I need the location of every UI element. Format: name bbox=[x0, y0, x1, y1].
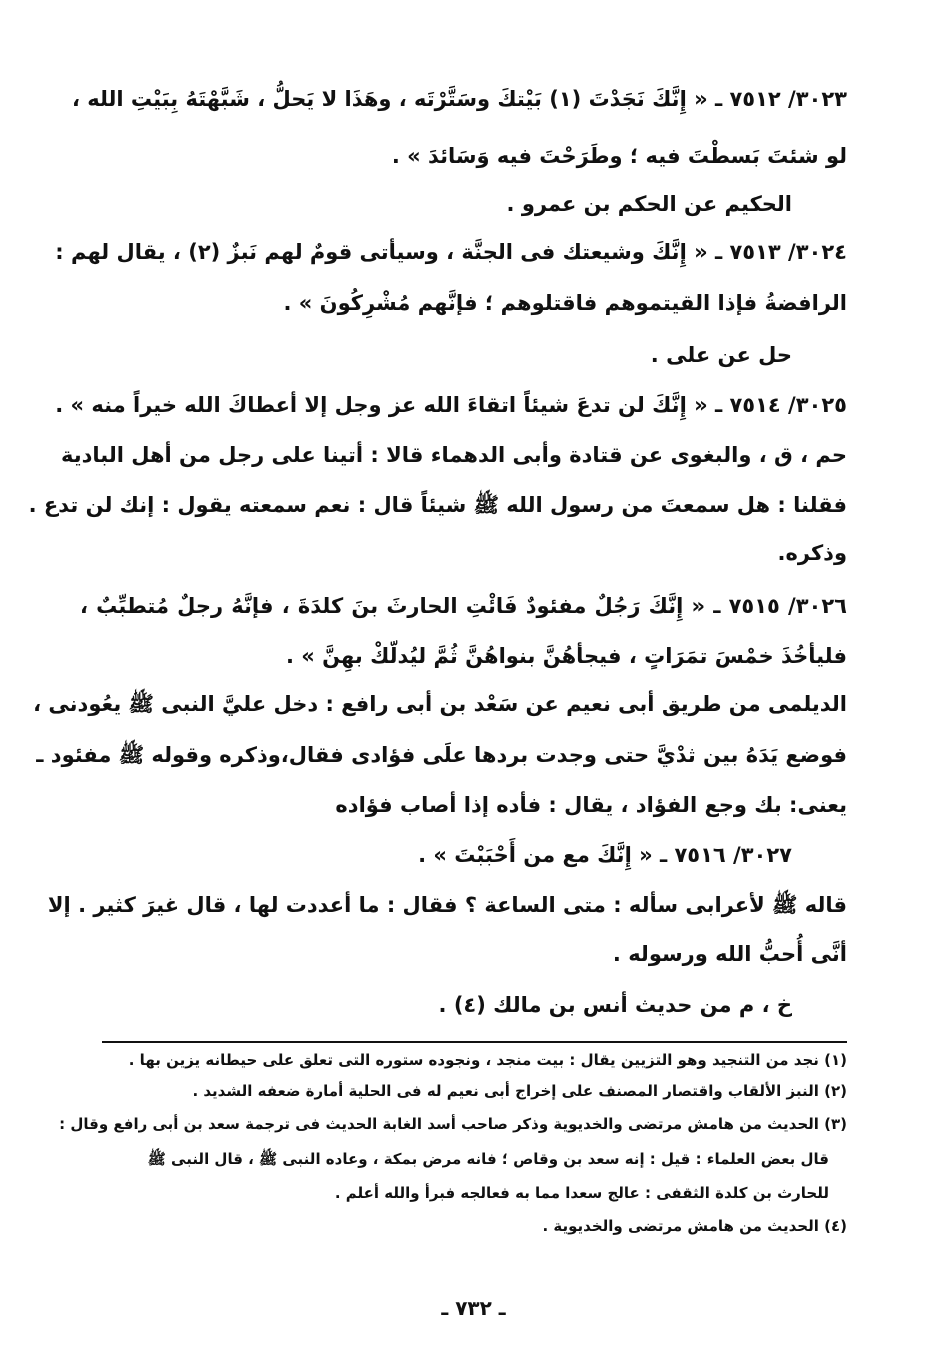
hadith-3024-source: حل عن على . bbox=[650, 343, 792, 367]
hadith-3027-line-1: ٣٠٢٧/ ٧٥١٦ ـ « إِنَّكَ مع من أَحْبَبْتَ » . bbox=[418, 843, 792, 867]
hadith-3023-line-1: ٣٠٢٣/ ٧٥١٢ ـ « إِنَّكَ نَجَدْتَ (١) بَيْتكَ وسَتَّرْتَه ، وهَذَا لا يَحلُّ ، شَبَّهْتَهُ بِبَيْتِ الله ، bbox=[71, 87, 847, 111]
footnote-divider bbox=[102, 1041, 847, 1043]
hadith-3026-source-3: يعنى: بك وجع الفؤاد ، يقال : فأده إذا أصاب فؤاده bbox=[335, 793, 847, 817]
hadith-3025-source-3: وذكره. bbox=[777, 541, 847, 565]
page-number: ـ ٧٣٢ ـ bbox=[441, 1296, 506, 1320]
hadith-3027-source-1: قاله ﷺ لأعرابى سأله : متى الساعة ؟ فقال : ما أعددت لها ، قال غيرَ كثير . إلا bbox=[47, 893, 847, 917]
hadith-3026-line-2: فليأخُذَ خمْسَ تمَرَاتٍ ، فيجأهُنَّ بنواهُنَّ ثُمَّ ليُدلّكْ بهِنَّ » . bbox=[285, 644, 847, 668]
footnote-2: (٢) النبز الألقاب واقتصار المصنف على إخراج أبى نعيم له فى الحلية أمارة ضعفه الشديد . bbox=[192, 1082, 847, 1100]
hadith-3023-source: الحكيم عن الحكم بن عمرو . bbox=[506, 192, 792, 216]
hadith-3027-source-2: أنَّى أُحبُّ الله ورسوله . bbox=[612, 942, 847, 966]
hadith-3026-line-1: ٣٠٢٦/ ٧٥١٥ ـ « إِنَّكَ رَجُلٌ مفئودٌ فَائْتِ الحارثَ بنَ كلدَةَ ، فإنَّهُ رجلٌ مُتطبِّبٌ ، bbox=[80, 594, 848, 618]
hadith-3025-line-1: ٣٠٢٥/ ٧٥١٤ ـ « إِنَّكَ لن تدعَ شيئاً اتقاءَ الله عز وجل إلا أعطاكَ الله خيراً منه » . bbox=[55, 393, 847, 417]
footnote-3-line-1: (٣) الحديث من هامش مرتضى والخديوية وذكر صاحب أسد الغابة الحديث فى ترجمة سعد بن أبى رافع وقال : bbox=[59, 1115, 847, 1133]
hadith-3026-source-2: فوضع يَدَهُ بين ثدْيَّ حتى وجدت بردها علَى فؤادى فقال،وذكره وقوله ﷺ مفئود ـ bbox=[36, 743, 847, 767]
footnote-1: (١) نجد من التنجيد وهو التزيين يقال : بيت منجد ، ونجوده ستوره التى تعلق على حيطانه يزين بها . bbox=[128, 1051, 847, 1069]
footnote-4: (٤) الحديث من هامش مرتضى والخديوية . bbox=[542, 1217, 847, 1235]
hadith-3024-line-1: ٣٠٢٤/ ٧٥١٣ ـ « إِنَّكَ وشيعتك فى الجنَّة ، وسيأتى قومٌ لهم نَبزٌ (٢) ، يقال لهم : bbox=[55, 240, 847, 264]
footnote-3-line-2: قال بعض العلماء : قيل : إنه سعد بن وقاص ؛ فانه مرض بمكة ، وعاده النبى ﷺ ، قال النبى ﷺ bbox=[147, 1150, 829, 1168]
hadith-3025-source-2: فقلنا : هل سمعتَ من رسول الله ﷺ شيئاً قال : نعم سمعته يقول : إنك لن تدع . bbox=[28, 493, 847, 517]
hadith-3025-source-1: حم ، ق ، والبغوى عن قتادة وأبى الدهماء قالا : أتينا على رجل من أهل البادية bbox=[60, 443, 847, 467]
footnote-3-line-3: للحارث بن كلدة الثقفى : عالج سعدا مما به فعالجه فبرأ والله أعلم . bbox=[334, 1184, 829, 1202]
hadith-3023-line-2: لو شئتَ بَسطْتَ فيه ؛ وطَرَحْتَ فيه وَسَائدَ » . bbox=[391, 144, 847, 168]
hadith-3024-line-2: الرافضةُ فإذا القيتموهم فاقتلوهم ؛ فإنَّهم مُشْرِكُونَ » . bbox=[283, 291, 847, 315]
hadith-3026-source-1: الديلمى من طريق أبى نعيم عن سَعْد بن أبى رافع : دخل عليَّ النبى ﷺ يعُودنى ، bbox=[33, 692, 847, 716]
hadith-3027-source-3: خ ، م من حديث أنس بن مالك (٤) . bbox=[438, 993, 792, 1017]
